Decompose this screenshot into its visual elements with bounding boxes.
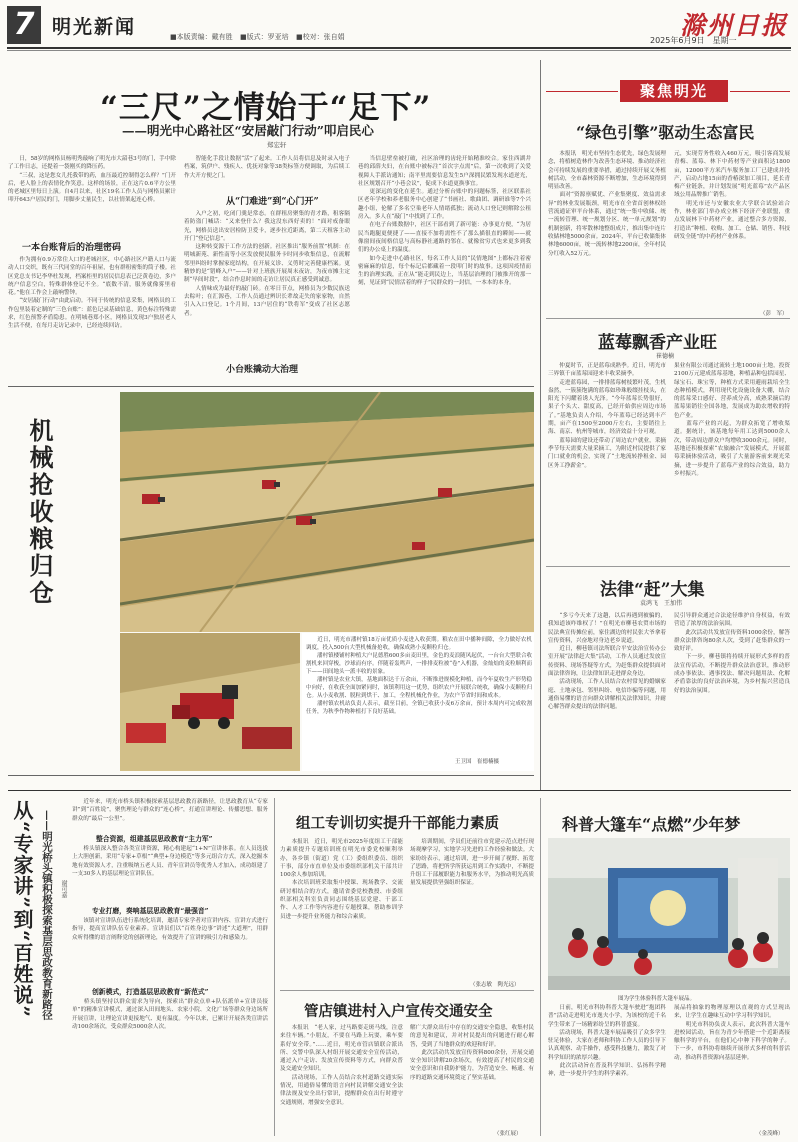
bottom-vertical-subtitle: ——明光桥头镇积极探索基层思政教育新路径 [41,810,53,1020]
story-a-title: 组工专训切实提升干部能力素质 [296,815,499,832]
story-a-col1: 本报讯 近日，明光市2025年度组工干部能力素质提升专题培训班在明光市委党校顺利举办，各乡镇（街道）党（工）委组织委员、组织干事，部分市直单位及市委组织部机关干部共计100余人参加培训。 本次培训班采取集中授课、现场教学、交流研讨相结合的方式，邀请省委党校教授、市委组织部相关科室负责同志围绕基层党建、干部工作、人才工作等内容进行专题授课，帮助参训学员进一步提升业务能力和综合素质。 [280,839,403,920]
section-title: 明光新闻 [52,16,137,38]
science-exhibit-image [548,838,790,990]
story1-title: “绿色引擎”驱动生态富民 [576,123,755,142]
story1-col2: 元，实现劳务性收入460万元，吸引客商发展青梅、蓝莓、林下中药材等产业面积达1800亩，12000平方米汽车服务加工厂已建成并投产，启动占地15亩的香椿深加工项目，延长青梅产业链条，并计划发展“明光蓝莓”农产品区域公用品牌推广销售。 明光市还与安徽农业大学联合试验站合作，林业部门举办成立林下经济产业联盟，重点发展林下中药材产业，通过整合多方资源，打造出“种植、收购、加工、仓储、销售、科技研发全链”的中药材产业体系。 [674,151,790,240]
harvest-photo-small [120,633,300,771]
lead-title: “三尺”之情始于“足下” [100,90,432,126]
story-c-col1: 日前，明光市科协科普大篷车驶进“抱团科普”活动走进明光市逸夫小学，为该校的近千名学生带来了一场精彩纷呈的科普盛宴。 活动现场，科普大篷车展品吸引了众多学生驻足体验，大家在老师和科协工作人员的引导下认真观察、动手操作，感受科技魅力，激发了对科学知识的浓厚兴趣。 此次活动旨在普及科学知识、弘扬科学精神，进一步提升学生的科学素养。 [548,1005,666,1078]
bottom-col1c: 该镇对宣讲队伍进行系统化培训，邀请专家学者对宣讲内容、宣讲方式进行指导，提高宣讲队伍专业素养。宣讲员们以“百姓身边事”讲述“大道理”，用群众听得懂的语言阐释党的创新理论，有效提升了宣讲的吸引力和感染力。 [72,918,268,941]
story-b-title: 管店镇进村入户宣传交通安全 [304,1003,493,1020]
story2-title: 蓝莓飘香产业旺 [598,333,717,353]
story-c-author: （金茂峰） [756,1131,784,1137]
story-b-col1: 本报讯 “老人家，过马路要走斑马线，注意来往车辆。”小朋友，不要在马路上玩耍，乘车要系好安全带。”……近日，明光市管店镇联合派出所、交警中队深入村组开展交通安全宣传活动，通过入户走访、发放宣传资料等方式，向群众普及交通安全知识。 活动现场，工作人员结合农村道路交通实际情况，用通俗易懂的语言向村民讲解交通安全法律法规及安全出行常识，提醒群众在出行时遵守交通规则，增强安全意识。 [280,1025,403,1106]
focus-tag [620,80,728,102]
combine-harvester-image [120,633,300,771]
lead-col1: 日，58岁的网格员杨明秀敲响了明光市大韶巷3号的门，手中除了工作日志，还提着一袋刚买的降压药。 “三叔，这是您女儿托我带的药，血压最近控制得怎么样？”门开后，老人脸上的表情化作笑意。这样的场景，正在这片0.6平方公里的老城区里每日上演。自4月以来，社区19名工作人员与网格员累计叩开643户居民的门，用脚步丈量民生，以社情架起连心桥。 [8,156,176,204]
lead-col2b: 入户之初，吃闭门羹是常态。在群租房聚集的青才路，租客隔着防盗门喊话：“又来登什么？我这没东西好卖的！”面对戒备眼光，网格员送出安居检防卫爱卡，逐步拉近距离，第二天租客主动开门“登记信息”。 这种转变源于工作方法的创新。社区推出“服务前置”机制：在明城新苑、新性南等小区发放便民服务卡时同步收集信息，在流解邻里纠纷时掌握家庭结构，在开展义诊、义剪时完善健康档案。更精妙的是“错峰入户”——针对上班族开展周末夜访，为夜市摊主定制“早间时段”，结合作息时间的走访让居民真正感受到诚意。 人情味成为最好的敲门砖。在零日节点，网格员为少数民族送去粽叶；在汇源巷，工作人员通过辨识长辈故走失的家家物，自然引入入口登记。1个月间，13户居住的“铁将军”变成了社区志愿者。 [184,211,350,317]
harvest-caption: 近日，明光市潘村镇18万亩优质小麦进入收获期。粮农在田中播种间隙，全力做好农机调度，投入500台大型机械备抢收，确保成熟小麦颗粒归仓。 潘村镇楼铺村种植大户昆德胜600多亩麦田里，金色的麦浪随风起伏，一台台大型联合收割机来回穿梭，沙球而有序。伴随着轰鸣声，一排排麦粒被“卷”入机器，金灿灿的麦粒顺利而下——田间地头一派丰收的景象。 潘村镇是农业大镇，基地面积达千万余亩，不断推进规模化种植，而今年夏收生产形势稳中向好，在收获全面加紧同时，该镇利用这一优势，组织农户开展联合统收，确保小麦颗粒归仓。从小麦收割、脱粒到烘干、加工，全程机械化作业，为农户节省时间和成本。 潘村镇农机站负责人表示，截至目前，全镇已收获小麦6万余亩，预计本周内可完成收割任务，为秋季作物种植打下良好基础。 [306,637,532,715]
story3-col1: “多亏今天来了这趟，以后再遇到被骗的，我知道该咋维权了！”在明光市柳巷农贸市场的民法典宣传摊位前，家住湖边的村民张大爷拿着宣传资料，兴奋地对身边老乡说道。 近日，柳巷镇司法所联合平安法治宣传办公室开展“法律赶大集”活动，工作人员通过发放宣传资料、现场答疑等方式，为赶集群众提供面对面法律咨询，让法律知识走进群众身边。 活动现场，工作人员结合农村常见的婚姻家庭、土地承包、邻里纠纷、电信诈骗等问题，用通俗易懂的语言向群众讲解相关法律知识，并耐心解答群众提出的法律问题。 [548,613,666,711]
story-a-col2: 培训期间，学员们还前往市党建示范点进行现场观摩学习，实地学习先进的工作经验和做法。大家纷纷表示，通过培训，进一步开阔了视野、拓宽了思路，将把所学所获运用到工作实践中，不断提升组工干部履职能力和服务水平，为推动明光高质量发展提供坚强组织保证。 [410,839,534,887]
science-van-photo [548,838,790,990]
page-number-box [7,6,41,44]
story1-col1: 本报讯 明光市坚持生态优先，绿色发展理念，将植树造林作为改善生态环境、推动经济社会可持续发展的重要举措，通过持续开展义务植树活动，全市森林资源不断增加，生态环境得到明显改善。 面对“资源禀赋优、产业集聚度、效益需求异”的林业发展瓶颈，明光市在全省首创林权经营流通证审平台体系，通过“统一集中收储、统一流转管理、统一规划分区、统一单元规划”的机制创新，将零散林地整组成片，推出集中连片收储林地5000余亩。2024年，平台已收储集体林地6000亩，统一流转林地2200亩，全年村民分红收入52万元。 [548,151,666,257]
story1-author: （彭 军） [760,311,788,317]
proof-credit: ■校对：张自娟 [296,33,345,41]
bottom-col1-heading2: 专业打磨，奏响基层思政教育“最强音” [92,907,209,915]
story-c-col2: 展品将抽象的物理原理以直观的方式呈现出来，让学生在趣味互动中学习科学知识。 明光市科协负责人表示，此次科普大篷车进校园活动，旨在为青少年搭建一个近距离接触科学的平台，在他们心中种下科学的种子。下一步，市科协将继续开展形式多样的科普活动，推动科普资源向基层延伸。 [674,1005,790,1061]
story-b-author: （张红展） [494,1131,522,1137]
page-number: 7 [13,7,35,42]
lead-byline: 郑宏轩 [267,141,287,149]
lead-col2-heading: 从“门难进”到“心门开” [226,197,319,207]
story3-author: 袁鸿飞 王加伟 [640,600,683,607]
bottom-col1-heading: 整合资源，组建基层思政教育“主力军” [96,835,213,843]
lead-subtitle: ——明光中心路社区“安居敲门行动”叩启民心 [122,123,374,138]
story2-author: 崔德楠 [656,353,675,360]
bottom-col1b: 桥头镇深入整合各类宣讲资源，精心构建起“1+N”宣讲体系。在人员选拔上大胆创新，采用“专家+草根”“典型+身边模范”等多元组合方式，深入挖掘本地有效资源人才，注重吸纳五老人员、青年宣讲员等优秀人才加入，成功组建了一支30多人的基层理论宣讲队伍。 [72,846,268,877]
harvest-photo [120,392,534,632]
bottom-vertical-title: 从“专家讲”到“百姓说” [10,800,34,1019]
bottom-col1: 近年来，明光市桥头镇积极探索基层思政教育新路径，让思政教育从“专家讲”到“百姓说”，聚焦理论与群众的“连心桥”，打通宣讲理论、传播思想、服务群众的“最后一公里”。 [72,799,268,822]
issue-date: 2025年6月9日 星期一 [650,36,737,45]
story3-col2: 民引导群众通过合法途径维护自身权益，有效营造了浓厚的法治氛围。 此次活动共发放宣传资料1000余份，解答群众法律咨询80余人次，受到了赶集群众的一致好评。 下一步，柳巷镇将持续开展形式多样的普法宣传活动，不断提升群众法治意识，推动形成办事依法、遇事找法、解决问题用法、化解矛盾靠法的良好法治环境，为乡村振兴营造良好的法治氛围。 [674,613,790,694]
story3-title: 法律“赶”大集 [600,580,705,600]
story2-col1: 仲夏时节，正是蓝莓成熟季。近日，明光市三界镇千亩蓝莓园迎来丰收采摘季。 走进蓝莓园，一排排蓝莓树枝繁叶茂，生机盎然，一簇簇饱满的蓝莓如珍珠般缀挂枝头，在阳光下闪耀着诱人光泽。“今年蓝莓长势很好，果子个头大、甜度高，已经开始供应周边市场了。”基地负责人介绍，今年蓝莓已经达到丰产期，亩产在1500至2000斤左右，主要销往上海、南京、杭州等城市，经济效益十分可观。 蓝莓园的建设还带动了周边农户就业，采摘季节每天需要大量采摘工，为附近村民提供了家门口就业的机会，实现了“土地流转挣租金、园区务工挣薪金”。 [548,363,666,469]
bottom-col1d: 桥头镇坚持以群众需求为导向，探索出“群众点单+队伍派单+宣讲员接单”的精准宣讲模式，通过深入田间地头、农家小院、文化广场等群众身边场所开展宣讲，让理论宣讲更接地气、更有温度。今年以来，已累计开展各类宣讲活动100余场次，受众群众5000余人次。 [72,999,268,1030]
story-a-author: （张志敏 陶光远） [470,982,520,988]
focus-tag-label: 聚焦明光 [639,82,708,100]
lead-col1-heading: 一本台账背后的治理密码 [22,243,122,253]
harvest-vertical-title: 机械抢收粮归仓 [25,418,54,607]
bottom-vertical-author: 谢可嘉 [60,880,67,898]
bottom-col1-heading3: 创新模式，打造基层思政教育“新范式” [92,988,209,996]
lead-col2-heading2: 小台账撬动大治理 [226,365,299,375]
lead-col2: 智能化手段让数据“活”了起来。工作人员将信息及时录入电子档案，筑伊户、残疾人、优抚对象等38类标签方便调取，为后续工作大开方便之门。 [184,156,350,179]
science-photo-caption: 图为学生体验科普大篷车展品。 [618,996,696,1002]
harvest-photo-credit: 王卫国 崔德楠摄 [455,759,500,765]
story-b-col2: 解广大群众出行中存在的交通安全隐患，收集村民的意见和建议，并对村民提出的问题进行耐心解答，受到了当地群众的欢迎和好评。 此次活动共发放宣传资料800余份，开展交通安全知识讲解20余场次，有效提高了村民的交通安全意识和自我防护能力，为营造安全、畅通、有序的道路交通环境奠定了坚实基础。 [410,1025,534,1081]
lead-col3: 当信息壁垒被打破，社区治理的齿轮开始精准咬合。家住西湖井巷的邱薛夫妇，在台账中被标注“首次字点需”后，第一次收到了关爱视障人手派访通知；南平里需要信息发生5户深拥民繁发现水道逆光，社区规划召开“小巷会议”，促成下水道更换事宜。 更深远的变化在延生。通过分析台账中的问题标签，社区联系社区老年学校和养老服务中心创建了“书画社、歌曲团、调研谁等7个兴趣小组，伦解了多名空巢老年人情绪孤独；流动人口登记则解除公租房入。多人在“敲门”中找到了工作。 在电子台账数据中，社区干部看到了新可能：办事更方便，“为居民当跑腿更便捷了——直接不加将需性不了那么描很直的瞬间——就像窗间夜间格信息与高标静社通路的邻在、就像贫穷式也来更多到我们的办公桌上的温度。 如今走进中心路社区，每名工作人员的“民情地图”上都标注着密密麻麻的信息，每个标记后都藏着一段叩门时的故事。这项因疫情而生的治理实践，正在从“能走到民边上，当基层治理的门被推开的那一刻，见证到“民情活着的样子”民群众的一封信，一本本的本身。 [358,156,531,287]
story-c-title: 科普大篷车“点燃”少年梦 [562,815,741,834]
editor-credit: ■本版责编：戴有胜 [170,33,233,41]
story2-col2: 果业有限公司通过流转土地1000亩土地，投资2100万元建成蓝莓基地，种植品种包括园星、绿宝石、珠宝等，种植方式采用避雨栽培全生态种植模式，利用现代化设施设备大棚，结合的蓝莓采口感好、营养成分高，成熟采摘后的蓝莓果销往全国各地，发展成为助农增收的特色产业。 蓝莓产业的兴起，为群众拓宽了增收渠道。据统计，该基地每年用工达到5000余人次，带动周边群众户均增收3000余元。同时，基地还积极探索“农旅融合”发展模式，开展蓝莓采摘体验活动，吸引了大量游客前来观光采摘，进一步提升了蓝莓产业的综合效益，助力乡村振兴。 [674,363,790,477]
masthead-rule [7,47,791,49]
layout-credit: ■版式：罗亚培 [240,33,289,41]
wheat-field-image [120,392,534,632]
paper-name: 滁州日报 [680,11,789,40]
lead-col1b: 作为拥有0.9万常住人口的老城社区，中心路社区户籍人口与流动人口交织，既有三代同堂的百年祖屋，也有群租密集的筒子楼。社区党总支书记李华杜发现，档案柜里的居民信息表已泛黄卷边，多户统户信息空白，特殊群体登记不全。“底数不清，服务就像雾里看花。”他在工作会上敲响警钟。 “安居敲门行动”由此启动。不同于传统的信息采集，网格员的工作包里装着定制的“三色台账”：蓝色记录基础信息，黄色标注特殊需求，红色预警矛盾隐患。在明城巷郑小区，网格员发现3户独居老人生活不便，在每月走访记录中，已经连续回访。 [8,257,176,330]
